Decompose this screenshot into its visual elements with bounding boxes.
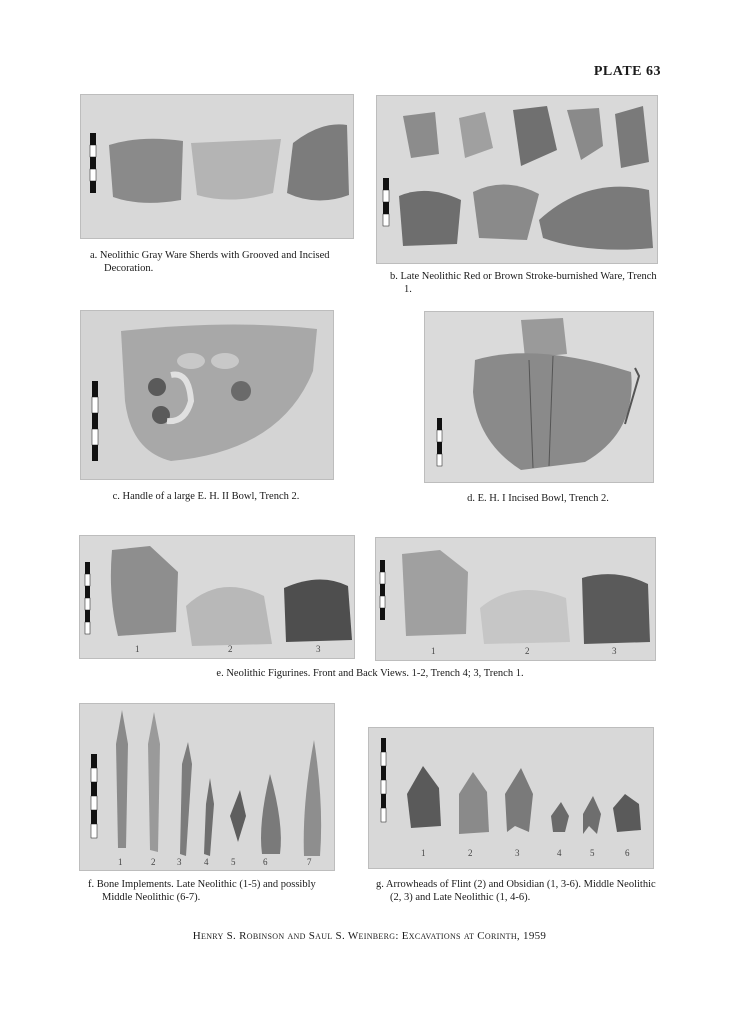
figurine-number: 3 bbox=[612, 646, 617, 656]
caption-f: f. Bone Implements. Late Neolithic (1-5) and possibly Middle Neolithic (6-7). bbox=[88, 879, 316, 903]
bowl-handle-image bbox=[81, 311, 333, 479]
figurine-number: 2 bbox=[525, 646, 530, 656]
figurines-back-image bbox=[376, 538, 655, 660]
bone-implements-image bbox=[80, 704, 334, 870]
arrowhead-number: 2 bbox=[468, 848, 473, 858]
implement-number: 3 bbox=[177, 857, 182, 867]
photo-panel-f bbox=[79, 703, 335, 871]
scale-bar-icon bbox=[91, 754, 97, 838]
caption-d: d. E. H. I Incised Bowl, Trench 2. bbox=[467, 493, 609, 504]
arrowheads-image bbox=[369, 728, 653, 868]
implement-number: 7 bbox=[307, 857, 312, 867]
scale-bar-icon bbox=[85, 562, 90, 634]
implement-number: 4 bbox=[204, 857, 209, 867]
implement-number: 1 bbox=[118, 857, 123, 867]
gray-ware-sherds-image bbox=[81, 95, 353, 238]
implement-number: 2 bbox=[151, 857, 156, 867]
plate-number: PLATE 63 bbox=[593, 64, 661, 79]
photo-panel-a bbox=[80, 94, 354, 239]
implement-number: 5 bbox=[231, 857, 236, 867]
figurine-number: 1 bbox=[135, 644, 140, 654]
scale-bar-icon bbox=[90, 133, 96, 193]
photo-panel-e-front bbox=[79, 535, 355, 659]
arrowhead-number: 5 bbox=[590, 848, 595, 858]
photo-panel-d bbox=[424, 311, 654, 483]
page-footer: Henry S. Robinson and Saul S. Weinberg: Excavations at Corinth, 1959 bbox=[192, 930, 547, 942]
caption-c: c. Handle of a large E. H. II Bowl, Trench 2. bbox=[112, 491, 300, 502]
incised-bowl-image bbox=[425, 312, 653, 482]
figurine-number: 1 bbox=[431, 646, 436, 656]
photo-panel-g bbox=[368, 727, 654, 869]
arrowhead-number: 3 bbox=[515, 848, 520, 858]
photo-panel-c bbox=[80, 310, 334, 480]
caption-a: a. Neolithic Gray Ware Sherds with Grooved and Incised Decoration. bbox=[90, 250, 330, 274]
arrowhead-number: 1 bbox=[421, 848, 426, 858]
scale-bar-icon bbox=[380, 560, 385, 620]
implement-number: 6 bbox=[263, 857, 268, 867]
caption-g: g. Arrowheads of Flint (2) and Obsidian (1, 3-6). Middle Neolithic (2, 3) and Late Neolithic (1, 4-6). bbox=[376, 879, 656, 903]
scale-bar-icon bbox=[383, 178, 389, 226]
figurines-front-image bbox=[80, 536, 354, 658]
photo-panel-e-back bbox=[375, 537, 656, 661]
figurine-number: 3 bbox=[316, 644, 321, 654]
arrowhead-number: 4 bbox=[557, 848, 562, 858]
scale-bar-icon bbox=[381, 738, 386, 822]
photo-panel-b bbox=[376, 95, 658, 264]
caption-e: e. Neolithic Figurines. Front and Back Views. 1-2, Trench 4; 3, Trench 1. bbox=[216, 668, 524, 679]
scale-bar-icon bbox=[437, 418, 442, 466]
caption-b: b. Late Neolithic Red or Brown Stroke-burnished Ware, Trench 1. bbox=[390, 271, 657, 295]
figurine-number: 2 bbox=[228, 644, 233, 654]
stroke-burnished-sherds-image bbox=[377, 96, 657, 263]
scale-bar-icon bbox=[92, 381, 98, 461]
arrowhead-number: 6 bbox=[625, 848, 630, 858]
